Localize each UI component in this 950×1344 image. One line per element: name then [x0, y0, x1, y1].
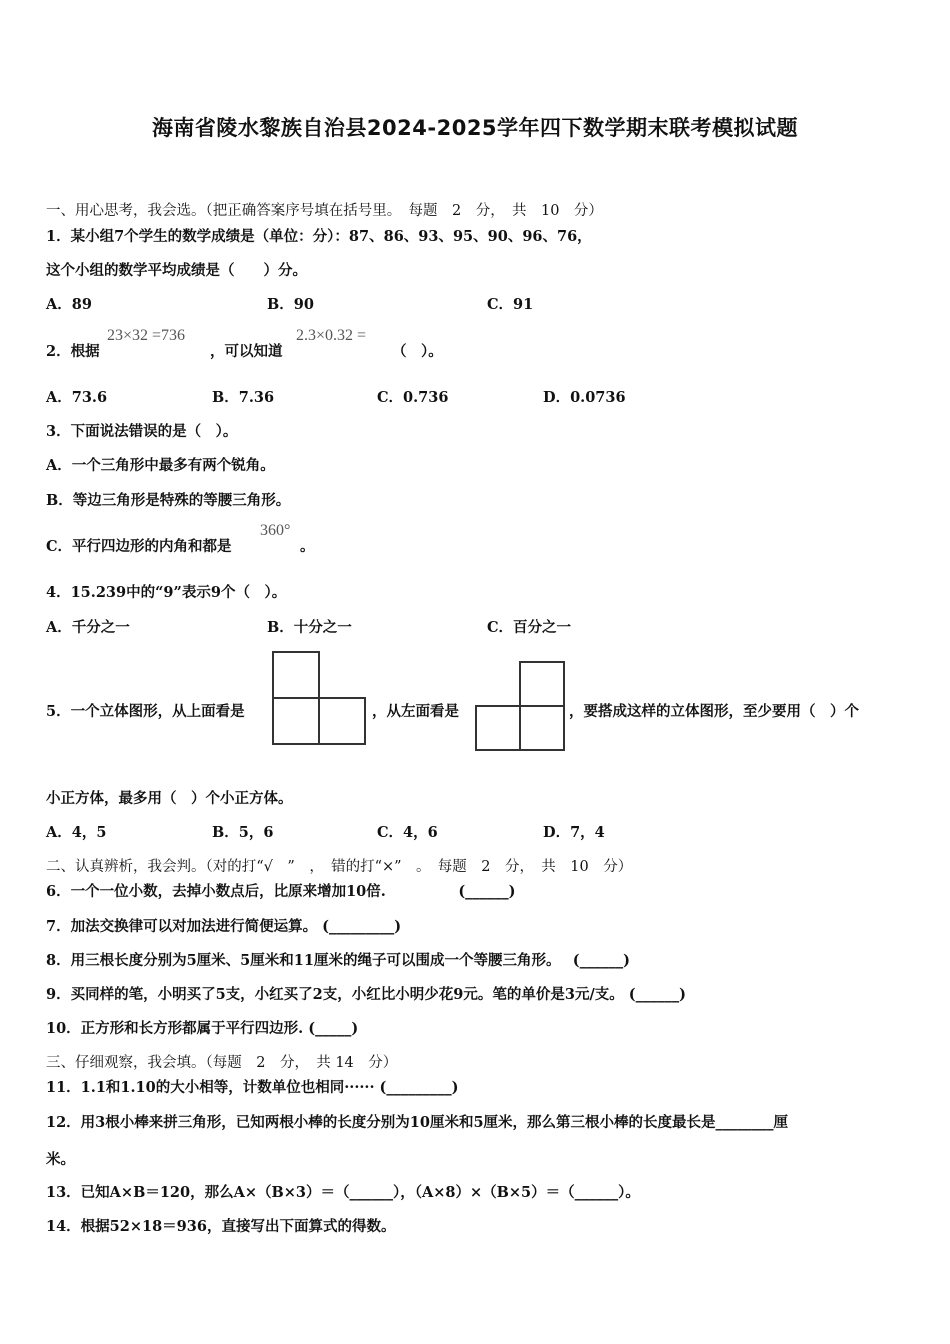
- q5-part3: ，要搭成这样的立体图形，至少要用（ ）个: [569, 703, 859, 720]
- left-view-square: [519, 705, 565, 751]
- q12-line1: 12．用3根小棒来拼三角形，已知两根小棒的长度分别为10厘米和5厘米，那么第三根小棒的长度最长是________厘: [46, 1114, 789, 1131]
- q3-option-a: A．一个三角形中最多有两个锐角。: [46, 457, 275, 474]
- q2-option-c: C．0.736: [377, 389, 449, 406]
- q6: 6．一个一位小数，去掉小数点后，比原来增加10倍. (______): [46, 883, 516, 900]
- q5-option-d: D．7，4: [543, 824, 605, 841]
- q5-option-c: C．4，6: [377, 824, 438, 841]
- left-view-square: [519, 661, 565, 707]
- q3-option-b: B．等边三角形是特殊的等腰三角形。: [46, 492, 291, 509]
- q4-option-b: B．十分之一: [267, 619, 352, 636]
- q2-prefix: 2．根据: [46, 343, 100, 360]
- q3-option-c-suffix: 。: [300, 538, 315, 555]
- top-view-square: [318, 697, 366, 745]
- q2-formula1: 23×32 =736: [107, 327, 186, 344]
- q3-stem: 3．下面说法错误的是（ ）。: [46, 423, 238, 440]
- q2-formula2: 2.3×0.32 =: [296, 327, 367, 344]
- q5-part1: 5．一个立体图形，从上面看是: [46, 703, 245, 720]
- q7: 7．加法交换律可以对加法进行简便运算。 (_________): [46, 918, 402, 935]
- q13: 13．已知A×B＝120，那么A×（B×3）＝（______），（A×8）×（B×5）＝（______）。: [46, 1184, 640, 1201]
- page-title: 海南省陵水黎族自治县2024-2025学年四下数学期末联考模拟试题: [151, 116, 799, 140]
- top-view-square: [272, 697, 320, 745]
- q12-line2: 米。: [46, 1151, 75, 1168]
- left-view-square: [475, 705, 521, 751]
- q4-option-a: A．千分之一: [46, 619, 130, 636]
- q14: 14．根据52×18＝936，直接写出下面算式的得数。: [46, 1218, 396, 1235]
- q5-part2: ，从左面看是: [372, 703, 459, 720]
- q5-option-b: B．5，6: [212, 824, 274, 841]
- q5-option-a: A．4，5: [46, 824, 107, 841]
- q2-middle: ，可以知道: [210, 343, 283, 360]
- q1-option-a: A．89: [46, 296, 92, 313]
- q2-suffix: （ ）。: [392, 343, 443, 360]
- q4-stem: 4．15.239中的“9”表示9个（ ）。: [46, 584, 287, 601]
- q3-formula: 360°: [260, 522, 291, 539]
- q1-option-b: B．90: [267, 296, 314, 313]
- top-view-square: [272, 651, 320, 699]
- q3-option-c: C．平行四边形的内角和都是: [46, 538, 232, 555]
- q9: 9．买同样的笔，小明买了5支，小红买了2支，小红比小明少花9元。笔的单价是3元/支。 (______): [46, 986, 687, 1003]
- q1-option-c: C．91: [487, 296, 534, 313]
- q2-option-b: B．7.36: [212, 389, 275, 406]
- q2-option-a: A．73.6: [46, 389, 108, 406]
- section3-heading: 三、仔细观察，我会填。（每题 2 分， 共 14 分）: [46, 1055, 398, 1071]
- q1-line1: 1．某小组7个学生的数学成绩是（单位：分）：87、86、93、95、90、96、76，: [46, 228, 592, 245]
- q11: 11．1.1和1.10的大小相等，计数单位也相同······ (_________): [46, 1079, 459, 1096]
- q4-option-c: C．百分之一: [487, 619, 572, 636]
- q8: 8．用三根长度分别为5厘米、5厘米和11厘米的绳子可以围成一个等腰三角形。 (______): [46, 952, 630, 969]
- q2-option-d: D．0.0736: [543, 389, 626, 406]
- top-view-figure: [272, 651, 367, 746]
- q1-line2: 这个小组的数学平均成绩是（ ）分。: [46, 262, 307, 279]
- left-view-figure: [475, 661, 567, 753]
- q5-line2: 小正方体，最多用（ ）个小正方体。: [46, 790, 293, 807]
- section1-heading: 一、用心思考，我会选。（把正确答案序号填在括号里。 每题 2 分， 共 10 分）: [46, 203, 603, 219]
- q10: 10．正方形和长方形都属于平行四边形. (_____): [46, 1020, 359, 1037]
- section2-heading: 二、认真辨析，我会判。（对的打“√ ” ， 错的打“×” 。 每题 2 分， 共 10 分）: [46, 859, 633, 875]
